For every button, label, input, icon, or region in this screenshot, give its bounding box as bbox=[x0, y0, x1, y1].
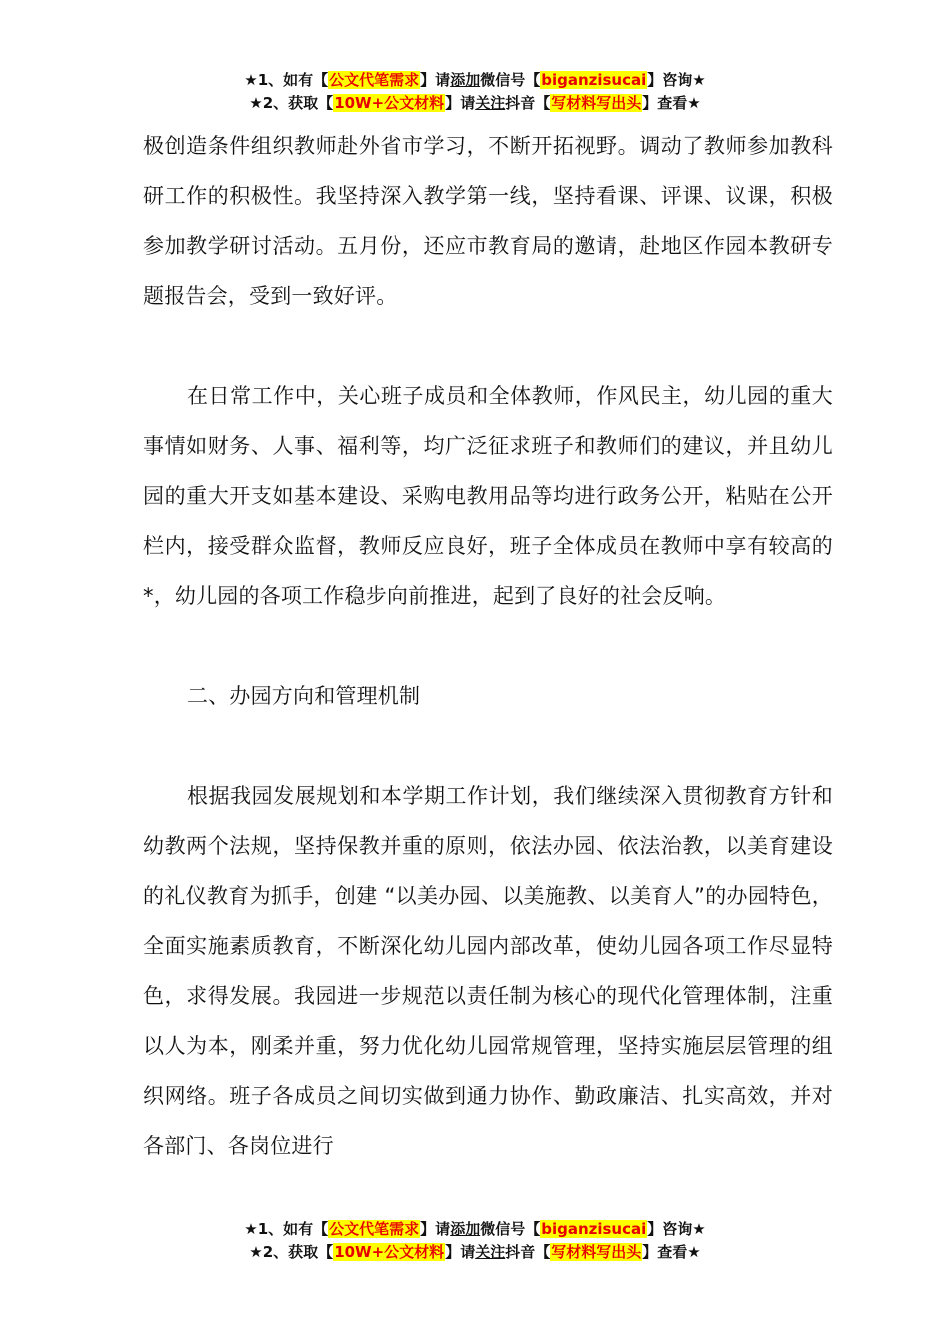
notice-text: 】请 bbox=[420, 71, 451, 89]
paragraph-spacer bbox=[143, 621, 833, 671]
douyin-account-highlight: 写材料写出头 bbox=[551, 1243, 642, 1261]
body-paragraph-2: 在日常工作中，关心班子成员和全体教师，作风民主，幼儿园的重大事情如财务、人事、福利等，均广泛征求班子和教师们的建议，并且幼儿园的重大开支如基本建设、采购电教用品等均进行政务公开，粘贴在公开栏内，接受群众监督，教师反应良好，班子全体成员在教师中享有较高的*，幼儿园的各项工作稳步向前推进，起到了良好的社会反响。 bbox=[143, 384, 833, 608]
notice-text: 抖音【 bbox=[505, 1243, 551, 1261]
douyin-account-highlight: 写材料写出头 bbox=[551, 94, 642, 112]
notice-emphasis: 关注 bbox=[475, 1243, 506, 1261]
notice-emphasis: 添加 bbox=[450, 1220, 481, 1238]
footer-notice-line-1 bbox=[0, 1218, 950, 1241]
notice-emphasis: 添加 bbox=[450, 71, 481, 89]
footer-notice-line-2 bbox=[0, 1241, 950, 1264]
notice-text: 】咨询★ bbox=[647, 1220, 706, 1238]
notice-text: ★1、如有【 bbox=[244, 71, 329, 89]
paragraph-spacer bbox=[143, 321, 833, 371]
notice-text: ★2、获取【 bbox=[249, 94, 334, 112]
header-notice-line-1 bbox=[0, 69, 950, 92]
document-body bbox=[143, 121, 833, 1171]
notice-text: 】请 bbox=[445, 94, 476, 112]
notice-highlight: 10W+公文材料 bbox=[334, 94, 445, 112]
notice-text: 】请 bbox=[420, 1220, 451, 1238]
body-paragraph-1: 极创造条件组织教师赴外省市学习，不断开拓视野。调动了教师参加教科研工作的积极性。我坚持深入教学第一线，坚持看课、评课、议课，积极参加教学研讨活动。五月份，还应市教育局的邀请，赴地区作园本教研专题报告会，受到一致好评。 bbox=[143, 134, 833, 308]
wechat-id-highlight: biganzisucai bbox=[541, 71, 647, 89]
footer-notice bbox=[0, 1218, 950, 1264]
notice-highlight: 公文代笔需求 bbox=[329, 1220, 420, 1238]
header-notice-line-2 bbox=[0, 92, 950, 115]
notice-text: ★2、获取【 bbox=[249, 1243, 334, 1261]
notice-text: 】咨询★ bbox=[647, 71, 706, 89]
notice-text: 】查看★ bbox=[642, 1243, 701, 1261]
notice-highlight: 公文代笔需求 bbox=[329, 71, 420, 89]
notice-text: 】请 bbox=[445, 1243, 476, 1261]
body-paragraph-3: 根据我园发展规划和本学期工作计划，我们继续深入贯彻教育方针和幼教两个法规，坚持保教并重的原则，依法办园、依法治教，以美育建设的礼仪教育为抓手，创建 “以美办园、以美施教、以美育人”的办园特色，全面实施素质教育，不断深化幼儿园内部改革，使幼儿园各项工作尽显特色，求得发展。我园进一步规范以责任制为核心的现代化管理体制，注重以人为本，刚柔并重，努力优化幼儿园常规管理，坚持实施层层管理的组织网络。班子各成员之间切实做到通力协作、勤政廉洁、扎实高效，并对各部门、各岗位进行 bbox=[143, 784, 833, 1158]
notice-text: 微信号【 bbox=[480, 71, 541, 89]
notice-emphasis: 关注 bbox=[475, 94, 506, 112]
notice-text: 抖音【 bbox=[505, 94, 551, 112]
header-notice bbox=[0, 69, 950, 115]
section-heading: 二、办园方向和管理机制 bbox=[187, 684, 421, 708]
notice-text: ★1、如有【 bbox=[244, 1220, 329, 1238]
paragraph-spacer bbox=[143, 721, 833, 771]
wechat-id-highlight: biganzisucai bbox=[541, 1220, 647, 1238]
notice-text: 微信号【 bbox=[480, 1220, 541, 1238]
notice-text: 】查看★ bbox=[642, 94, 701, 112]
notice-highlight: 10W+公文材料 bbox=[334, 1243, 445, 1261]
